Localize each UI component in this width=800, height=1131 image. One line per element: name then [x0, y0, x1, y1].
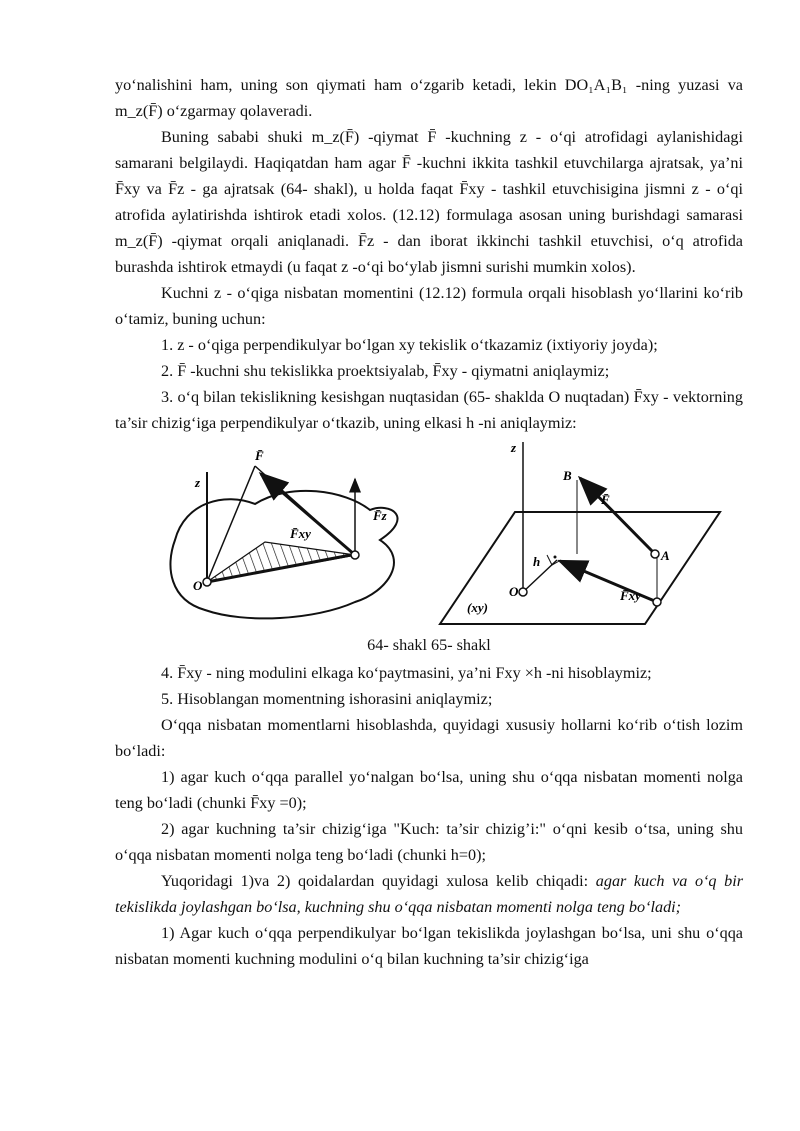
fig64-Fxy-label: F̄xy — [290, 526, 311, 541]
case-3: 1) Agar kuch o‘qqa perpendikulyar bo‘lgan tekislikda joylashgan bo‘lsa, uni shu o‘qqa nisbatan momenti kuchning modulini o‘q bilan kuchning ta’sir chizig‘iga — [115, 924, 743, 968]
step-4: 4. F̄xy - ning modulini elkaga ko‘paytmasini, ya’ni Fxy ×h -ni hisoblaymiz; — [161, 664, 652, 682]
fig65-z-label: z — [511, 442, 517, 455]
step-5: 5. Hisoblangan momentning ishorasini aniqlaymiz; — [161, 690, 493, 708]
figures — [115, 442, 743, 630]
fig65-A-label: A — [661, 548, 670, 563]
figure-caption: 64- shakl 65- shakl — [367, 636, 491, 654]
figure-64 — [170, 448, 397, 618]
paragraph-1: yo‘nalishini ham, uning son qiymati ham o‘zgarib ketadi, lekin DO₁A₁B₁ -ning yuzasi va m_z(F̄) o‘zgarmay qolaveradi. — [115, 76, 743, 120]
fig65-h-label: h — [533, 554, 541, 569]
fig65-F-label: F̄ — [601, 492, 610, 507]
case-1: 1) agar kuch o‘qqa parallel yo‘nalgan bo‘lsa, uning shu o‘qqa nisbatan momenti nolga teng bo‘ladi (chunki F̄xy =0); — [115, 768, 743, 812]
paragraph-5 — [115, 868, 743, 920]
case-2: 2) agar kuchning ta’sir chizig‘iga "Kuch: ta’sir chizig’i:" o‘qni kesib o‘tsa, uning shu o‘qqa nisbatan momenti nolga teng bo‘ladi (chunki h=0); — [115, 820, 743, 864]
fig64-Fz-label: F̄z — [373, 508, 387, 523]
fig65-O-label: O — [509, 584, 519, 599]
conclusion-intro: Yuqoridagi 1)va 2) qoidalardan quyidagi xulosa kelib chiqadi: — [161, 872, 589, 890]
conclusion-italic: agar kuch va o‘q bir tekislikda joylashgan bo‘lsa, kuchning shu o‘qqa nisbatan momenti nolga teng bo‘ladi; — [115, 872, 743, 916]
fig65-Fxy-label: F̄xy — [620, 588, 641, 603]
figure-65 — [440, 442, 720, 624]
fig64-F-label: F̄ — [255, 448, 264, 463]
fig64-O-label: O — [193, 578, 203, 593]
step-1: 1. z - o‘qiga perpendikulyar bo‘lgan xy tekislik o‘tkazamiz (ixtiyoriy joyda); — [161, 336, 658, 354]
step-3: 3. o‘q bilan tekislikning kesishgan nuqtasidan (65- shaklda O nuqtadan) F̄xy - vektorning ta’sir chizig‘iga perpendikulyar o‘tkazib, uning elkasi h -ni aniqlaymiz: — [115, 388, 743, 432]
fig64-z-label: z — [195, 475, 201, 490]
fig65-plane-label: (xy) — [467, 600, 488, 615]
fig65-B-label: B — [563, 468, 572, 483]
paragraph-4: O‘qqa nisbatan momentlarni hisoblashda, quyidagi xususiy hollarni ko‘rib o‘tish lozim bo‘ladi: — [115, 716, 743, 760]
step-2: 2. F̄ -kuchni shu tekislikka proektsiyalab, F̄xy - qiymatni aniqlaymiz; — [161, 362, 610, 380]
figure-64-65 — [115, 442, 743, 630]
paragraph-2: Buning sababi shuki m_z(F̄) -qiymat F̄ -kuchning z - o‘qi atrofidagi aylanishidagi samarani belgilaydi. Haqiqatdan ham agar F̄ -kuchni ikkita tashkil etuvchilarga ajratsak, ya’ni F̄xy va F̄z - ga ajratsak (64- shakl), u holda faqat F̄xy - tashkil etuvchisigina jismni z - o‘qi atrofida aylatirishda ishtirok etadi xolos. (12.12) formulaga asosan uning burishdagi samarasi m_z(F̄) -qiymat orqali aniqlanadi. F̄z - dan iborat ikkinchi tashkil etuvchisi, o‘q atrofida burashda ishtirok etmaydi (u faqat z -o‘qi bo‘ylab jismni surishi mumkin xolos). — [115, 128, 743, 276]
document-page — [115, 72, 743, 972]
paragraph-3: Kuchni z - o‘qiga nisbatan momentini (12.12) formula orqali hisoblash yo‘llarini ko‘rib o‘tamiz, buning uchun: — [115, 284, 743, 328]
